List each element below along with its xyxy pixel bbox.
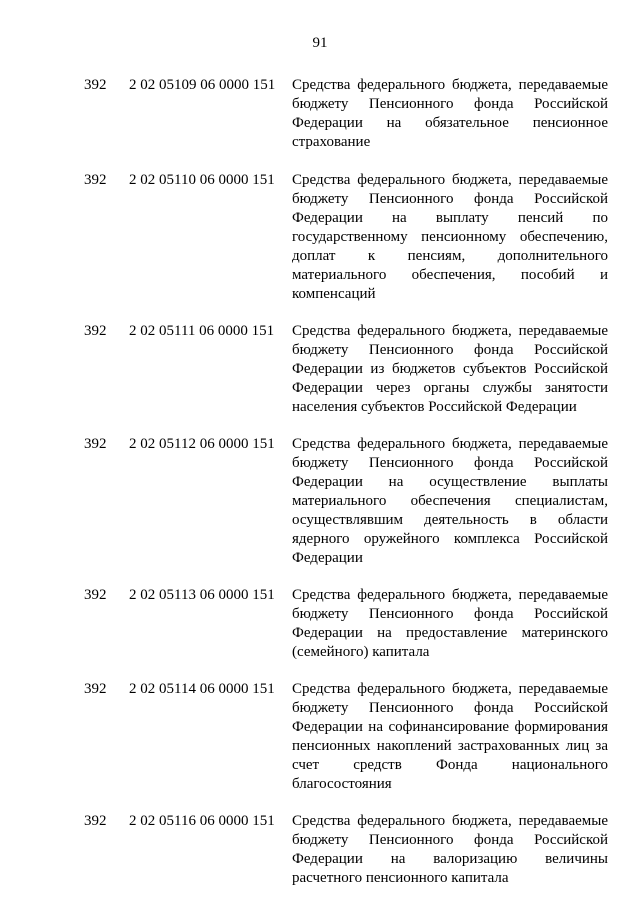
table-row — [0, 680, 640, 794]
code-description: Средства федерального бюджета, передаваемые бюджету Пенсионного фонда Российской Федерации на осуществление выплаты материального обеспечения специалистам, осуществлявшим деятельность в области ядерного оружейного комплекса Российской Федерации — [292, 436, 608, 566]
code-description: Средства федерального бюджета, передаваемые бюджету Пенсионного фонда Российской Федерации на предоставление материнского (семейного) капитала — [292, 587, 608, 660]
budget-code: 2 02 05112 06 0000 151 — [129, 436, 275, 452]
admin-code: 392 — [84, 813, 107, 829]
table-row — [0, 586, 640, 662]
admin-code: 392 — [84, 436, 107, 452]
table-row — [0, 322, 640, 417]
admin-code: 392 — [84, 323, 107, 339]
code-description: Средства федерального бюджета, передаваемые бюджету Пенсионного фонда Российской Федерации на софинансирование формирования пенсионных накоплений застрахованных лиц за счет средств Фонда национального благосостояния — [292, 681, 608, 792]
code-description: Средства федерального бюджета, передаваемые бюджету Пенсионного фонда Российской Федерации на выплату пенсий по государственному пенсионному обеспечению, доплат к пенсиям, дополнительного материального обеспечения, пособий и компенсаций — [292, 172, 608, 302]
budget-code: 2 02 05113 06 0000 151 — [129, 587, 275, 603]
budget-code: 2 02 05110 06 0000 151 — [129, 172, 275, 188]
page-number: 91 — [312, 35, 328, 51]
admin-code: 392 — [84, 587, 107, 603]
code-description: Средства федерального бюджета, передаваемые бюджету Пенсионного фонда Российской Федерации из бюджетов субъектов Российской Федерации через органы службы занятости населения субъектов Российской Федерации — [292, 323, 608, 415]
budget-code: 2 02 05111 06 0000 151 — [129, 323, 275, 339]
budget-code: 2 02 05116 06 0000 151 — [129, 813, 275, 829]
table-row — [0, 435, 640, 568]
budget-code-table — [0, 76, 640, 888]
admin-code: 392 — [84, 77, 107, 93]
code-description: Средства федерального бюджета, передаваемые бюджету Пенсионного фонда Российской Федерации на валоризацию величины расчетного пенсионного капитала — [292, 813, 608, 886]
admin-code: 392 — [84, 681, 107, 697]
budget-code: 2 02 05109 06 0000 151 — [129, 77, 276, 93]
code-description: Средства федерального бюджета, передаваемые бюджету Пенсионного фонда Российской Федерации на обязательное пенсионное страхование — [292, 77, 608, 150]
table-row — [0, 76, 640, 152]
budget-code: 2 02 05114 06 0000 151 — [129, 681, 275, 697]
table-row — [0, 812, 640, 888]
table-row — [0, 171, 640, 304]
admin-code: 392 — [84, 172, 107, 188]
